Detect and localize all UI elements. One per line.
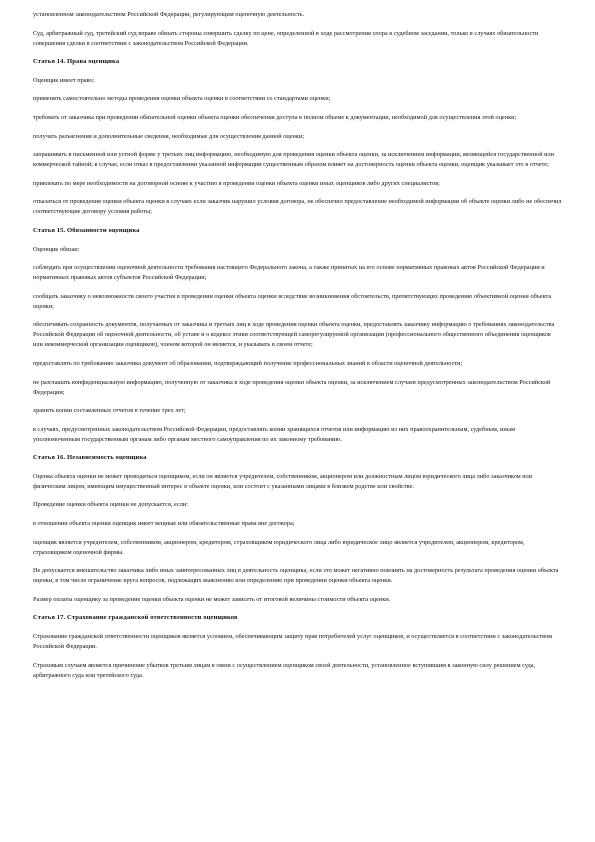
paragraph: в случаях, предусмотренных законодательством Российской Федерации, предоставлять копии хранящихся отчетов или информацию из них правоохранительным, судебным, иным уполномоченным государственным органам либо органам местного самоуправления по их законному требованию.: [33, 425, 515, 443]
paragraph: установленном законодательством Российской Федерации, регулирующим оценочную деятельность.: [33, 11, 305, 18]
paragraph: отказаться от проведения оценки объекта оценки в случаях если заказчик нарушил условия договора, не обеспечил предоставление необходимой информации об объекте оценки либо не обеспечил соответствующие договору условия работы;: [33, 198, 562, 216]
paragraph: Оценка объекта оценки не может проводиться оценщиком, если он является учредителем, собственником, акционером или должностным лицом юридического лица либо заказчиком или физическим лицом, имеющим имущественный интерес в объекте оценки, или состоит с указанными лицами в близком родстве или свойстве.: [33, 472, 533, 490]
paragraph: Страхование гражданской ответственности оценщиков является условием, обеспечивающим защиту прав потребителей услуг оценщиков, и осуществляется в соответствии с законодательством Российской Федерации.: [33, 633, 553, 651]
paragraph: требовать от заказчика при проведении обязательной оценки объекта оценки обеспечения доступа в полном объеме к документации, необходимой для осуществления этой оценки;: [33, 113, 517, 121]
paragraph: Размер оплаты оценщику за проведение оценки объекта оценки не может зависеть от итоговой величины стоимости объекта оценки.: [33, 595, 391, 603]
paragraph: предоставлять по требованию заказчика документ об образовании, подтверждающий получение профессиональных знаний в области оценочной деятельности;: [33, 359, 463, 367]
paragraph: Страховым случаем является причинение убытков третьим лицам в связи с осуществлением оценщиком своей деятельности, установленное вступившим в законную силу решением суда, арбитражного суда или третейского суда.: [33, 661, 536, 679]
paragraph: хранить копии составленных отчетов в течение трех лет;: [33, 407, 186, 415]
paragraph: не разглашать конфиденциальную информацию, полученную от заказчика в ходе проведения оценки объекта оценки, за исключением случаев предусмотренных законодательством Российской Федерации;: [33, 378, 551, 396]
paragraph: Суд, арбитражный суд, третейский суд вправе обязать стороны совершить сделку по цене, определенной в ходе рассмотрения спора в судебном заседании, только в случаях обязательности совершения сделки в соответствии с законодательством Российской Федерации.: [33, 29, 539, 47]
paragraph: получать разъяснения и дополнительные сведения, необходимые для осуществления данной оценки;: [33, 132, 305, 140]
paragraph: в отношении объекта оценки оценщик имеет вещные или обязательственные права вне договора;: [33, 520, 295, 528]
paragraph: Оценщик обязан:: [33, 245, 80, 253]
paragraph: Не допускается вмешательство заказчика либо иных заинтересованных лиц в деятельность оценщика, если это может негативно повлиять на достоверность результата проведения оценки объекта оценки, в том числе ограничение круга вопросов, подлежащих выяснению или определению при проведении оценки объекта оценки.: [33, 567, 559, 585]
paragraph: привлекать по мере необходимости на договорной основе к участию в проведении оценки объекта оценки иных оценщиков либо других специалистов;: [33, 179, 440, 187]
paragraph: оценщик является учредителем, собственником, акционером, кредитором, страховщиком юридического лица либо юридическое лицо является учредителем, акционером, кредитором, страховщиком оценочной фирмы.: [33, 538, 525, 556]
article-heading: Статья 17. Страхование гражданской ответственности оценщиков: [33, 614, 238, 622]
paragraph: Оценщик имеет право:: [33, 76, 95, 84]
paragraph: запрашивать в письменной или устной форме у третьих лиц информацию, необходимую для проведения оценки объекта оценки, за исключением информации, являющейся государственной или коммерческой тайной; в случае, если отказ в предоставлении указанной информации существенным образом влияет на достоверность оценки объекта оценки, оценщик указывает это в отчете;: [33, 151, 555, 169]
article-heading: Статья 16. Независимость оценщика: [33, 454, 147, 462]
paragraph: обеспечивать сохранность документов, получаемых от заказчика и третьих лиц в ходе проведения оценки объекта оценки, предоставлять заказчику информацию о требованиях законодательства Российской Федерации об оценочной деятельности, об уставе и о кодексе этики соответствующей саморегулируемой организации (профессионального общественного объединения оценщиков или некоммерческой организации оценщиков), членом которой он является, и указывать в своем отчете;: [33, 321, 555, 349]
paragraph: соблюдать при осуществлении оценочной деятельности требования настоящего Федерального закона, а также принятых на его основе нормативных правовых актов Российской Федерации и нормативных правовых актов субъектов Российской Федерации;: [33, 264, 545, 282]
article-heading: Статья 14. Права оценщика: [33, 58, 120, 66]
paragraph: Проведение оценки объекта оценки не допускается, если:: [33, 501, 189, 509]
paragraph: применять самостоятельно методы проведения оценки объекта оценки в соответствии со стандартами оценки;: [33, 95, 331, 103]
article-heading: Статья 15. Обязанности оценщика: [33, 226, 140, 234]
paragraph: сообщать заказчику о невозможности своего участия в проведении оценки объекта оценки вследствие возникновения обстоятельств, препятствующих проведению объективной оценки объекта оценки;: [33, 292, 552, 310]
